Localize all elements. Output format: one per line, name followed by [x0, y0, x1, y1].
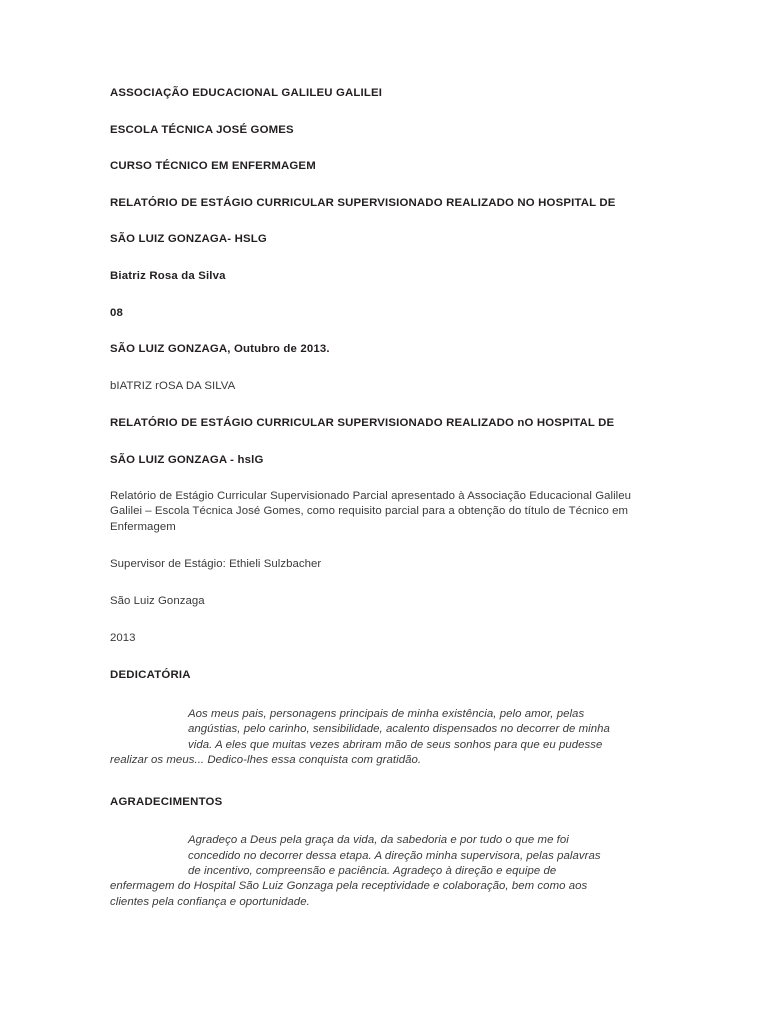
author-name-secondary: bIATRIZ rOSA DA SILVA	[110, 379, 236, 392]
report-title-heading: RELATÓRIO DE ESTÁGIO CURRICULAR SUPERVISIONADO REALIZADO NO HOSPITAL DE	[110, 196, 616, 209]
abstract-paragraph	[110, 489, 651, 535]
acknowledgements-line-3: de incentivo, compreensão e paciência. Agradeço à direção e equipe de	[188, 864, 557, 877]
dedication-line-2: angústias, pelo carinho, sensibilidade, acalento dispensados no decorrer de minha	[188, 723, 610, 736]
document-content	[110, 86, 651, 936]
student-number: 08	[110, 306, 124, 319]
abstract-line-3: de Técnico em Enfermagem	[110, 505, 629, 533]
acknowledgements-heading: AGRADECIMENTOS	[110, 795, 223, 808]
dedication-line-3: vida. A eles que muitas vezes abriram mão de seus sonhos para que eu pudesse	[188, 738, 603, 751]
supervisor-line: Supervisor de Estágio: Ethieli Sulzbacher	[110, 557, 322, 570]
author-name: Biatriz Rosa da Silva	[110, 269, 226, 282]
place-and-date: SÃO LUIZ GONZAGA, Outubro de 2013.	[110, 343, 330, 356]
institution-heading: ASSOCIAÇÃO EDUCACIONAL GALILEU GALILEI	[110, 87, 383, 99]
dedication-paragraph	[110, 707, 651, 769]
dedication-line-4: realizar os meus... Dedico-lhes essa conquista com gratidão.	[110, 754, 422, 767]
acknowledgements-line-4: enfermagem do Hospital São Luiz Gonzaga pela receptividade e colaboração, bem como aos	[110, 880, 588, 893]
course-heading: CURSO TÉCNICO EM ENFERMAGEM	[110, 160, 316, 173]
acknowledgements-paragraph	[110, 833, 651, 910]
acknowledgements-line-1: Agradeço a Deus pela graça da vida, da sabedoria e por tudo o que me foi	[188, 834, 569, 847]
city-line: São Luiz Gonzaga	[110, 594, 205, 607]
abstract-line-2: Galileu Galilei – Escola Técnica José Gomes, como requisito parcial para a obtenção do título	[110, 490, 632, 518]
dedication-heading: DEDICATÓRIA	[110, 669, 191, 682]
report-title-heading-secondary: RELATÓRIO DE ESTÁGIO CURRICULAR SUPERVISIONADO REALIZADO nO HOSPITAL DE	[110, 416, 615, 429]
abstract-line-1: Relatório de Estágio Curricular Supervisionado Parcial apresentado à Associação Educacional	[110, 490, 592, 503]
hospital-heading-secondary: SÃO LUIZ GONZAGA - hslG	[110, 453, 264, 466]
year-line: 2013	[110, 632, 136, 645]
dedication-line-1: Aos meus pais, personagens principais de minha existência, pelo amor, pelas	[188, 707, 585, 720]
hospital-heading: SÃO LUIZ GONZAGA- HSLG	[110, 233, 267, 246]
acknowledgements-line-5: clientes pela confiança e oportunidade.	[110, 895, 310, 908]
acknowledgements-line-2: concedido no decorrer dessa etapa. A direção minha supervisora, pelas palavras	[188, 849, 601, 862]
school-heading: ESCOLA TÉCNICA JOSÉ GOMES	[110, 123, 294, 136]
